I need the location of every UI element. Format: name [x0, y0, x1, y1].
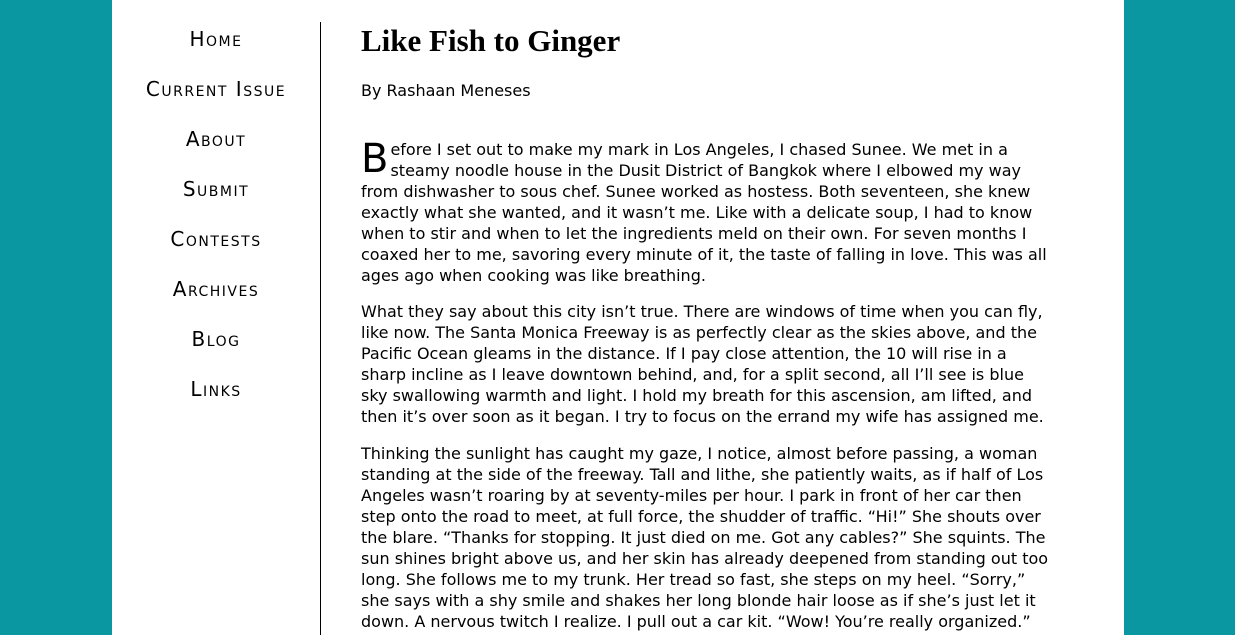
nav-link-home[interactable]: Home: [189, 27, 243, 51]
paragraph-line: ages ago when cooking was like breathing.: [361, 266, 706, 285]
paragraph-2: [361, 301, 1061, 427]
paragraph-line: down. A nervous twitch I realize. I pull out a car kit. “Wow! You’re really organized.”: [361, 612, 1031, 631]
paragraph-line: sun shines bright above us, and her skin has already deepened from standing out too: [361, 549, 1049, 568]
paragraph-line: What they say about this city isn’t true. There are windows of time when you can fly,: [361, 302, 1043, 321]
page-container: [112, 0, 1124, 635]
nav-link-blog[interactable]: Blog: [191, 327, 241, 351]
paragraph-line: then it’s over soon as it began. I try to focus on the errand my wife has assigned me.: [361, 407, 1044, 426]
paragraph-line: coaxed her to me, savoring every minute of it, the taste of falling in love. This was all: [361, 245, 1047, 264]
nav-link-current-issue[interactable]: Current Issue: [145, 77, 287, 101]
paragraph-line: from dishwasher to sous chef. Sunee worked as hostess. Both seventeen, she knew: [361, 182, 1031, 201]
nav-link-about[interactable]: About: [185, 127, 247, 151]
paragraph-line: efore I set out to make my mark in Los Angeles, I chased Sunee. We met in a: [390, 140, 1008, 159]
paragraph-line: Thinking the sunlight has caught my gaze, I notice, almost before passing, a woman: [361, 444, 1038, 463]
paragraph-1: [361, 136, 1061, 286]
paragraph-line: steamy noodle house in the Dusit District of Bangkok where I elbowed my way: [390, 161, 1021, 180]
sidebar-nav: [112, 22, 321, 635]
article-title: Like Fish to Ginger: [361, 23, 621, 58]
nav-link-submit[interactable]: Submit: [182, 177, 250, 201]
nav-link-archives[interactable]: Archives: [172, 277, 260, 301]
paragraph-line: like now. The Santa Monica Freeway is as perfectly clear as the skies above, and the: [361, 323, 1037, 342]
paragraph-line: the blare. “Thanks for stopping. It just died on me. Got any cables?” She squints. The: [361, 528, 1046, 547]
paragraph-line: long. She follows me to my trunk. Her tread so fast, she steps on my heel. “Sorry,”: [361, 570, 1026, 589]
paragraph-3: [361, 443, 1061, 632]
paragraph-line: Pacific Ocean gleams in the distance. If I pay close attention, the 10 will rise in a: [361, 344, 1007, 363]
paragraph-line: step onto the road to meet, at full force, the shudder of traffic. “Hi!” She shouts over: [361, 507, 1041, 526]
paragraph-line: she says with a shy smile and shakes her long blonde hair loose as if she’s just let it: [361, 591, 1036, 610]
article-byline: By Rashaan Meneses: [361, 81, 531, 100]
nav-link-links[interactable]: Links: [190, 377, 242, 401]
nav-link-contests[interactable]: Contests: [170, 227, 262, 251]
paragraph-line: standing at the side of the freeway. Tall and lithe, she patiently waits, as if half of Los: [361, 465, 1044, 484]
paragraph-line: sky swallowing warmth and light. I hold my breath for this ascension, am lifted, and: [361, 386, 1033, 405]
drop-cap: B: [361, 136, 389, 182]
paragraph-line: Angeles wasn’t roaring by at seventy-miles per hour. I park in front of her car then: [361, 486, 1022, 505]
paragraph-line: when to stir and when to let the ingredients meld on their own. For seven months I: [361, 224, 1027, 243]
paragraph-line: exactly what she wanted, and it wasn’t me. Like with a delicate soup, I had to know: [361, 203, 1033, 222]
paragraph-line: sharp incline as I leave downtown behind, and, for a split second, all I’ll see is blue: [361, 365, 1024, 384]
